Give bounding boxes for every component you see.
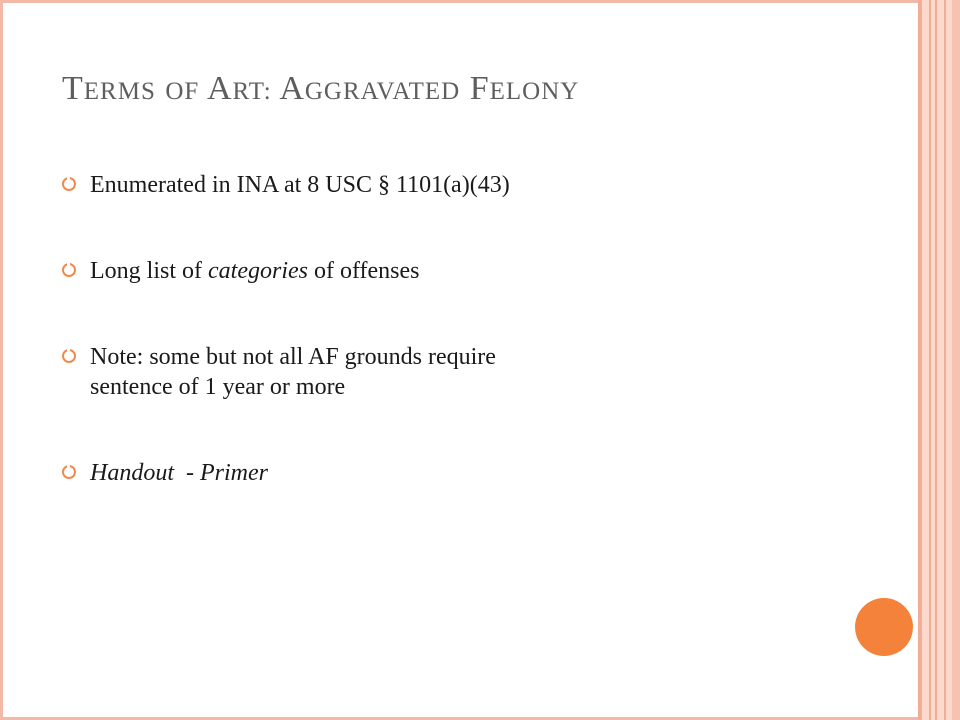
bullet-text-line: sentence of 1 year or more [90,374,346,400]
slide-title [62,70,579,108]
bullet-list [62,170,842,488]
bullet-item [62,342,842,402]
circle-bullet-icon [62,177,76,191]
title-initial: F [469,70,490,107]
circle-bullet-icon [62,465,76,479]
title-word: ERMS [83,78,156,105]
frame-top-border [0,0,921,3]
title-word: RT: [232,78,272,105]
bullet-text: Handout - Primer [90,460,268,486]
right-stripe [952,0,960,720]
bullet-item [62,256,842,286]
frame-left-border [0,0,3,720]
bullet-emphasis: categories [208,258,308,284]
right-stripe [935,0,937,720]
title-word: OF [165,78,200,105]
right-stripe [929,0,931,720]
title-initial: A [206,70,233,107]
right-stripe [918,0,922,720]
bullet-text-line: Note: some but not all AF grounds require [90,344,496,370]
right-stripe [944,0,946,720]
circle-bullet-icon [62,263,76,277]
bullet-text: Long list of [90,258,208,284]
title-initial: T [62,70,84,107]
bullet-item [62,170,842,200]
title-initial: A [279,70,305,107]
bullet-item [62,458,842,488]
title-word: ELONY [489,78,580,105]
bullet-text: Enumerated in INA at 8 USC § 1101(a)(43) [90,172,510,198]
title-word: GGRAVATED [304,78,461,105]
orange-circle-decoration [855,598,913,656]
bullet-text: of offenses [307,258,420,284]
circle-bullet-icon [62,349,76,363]
